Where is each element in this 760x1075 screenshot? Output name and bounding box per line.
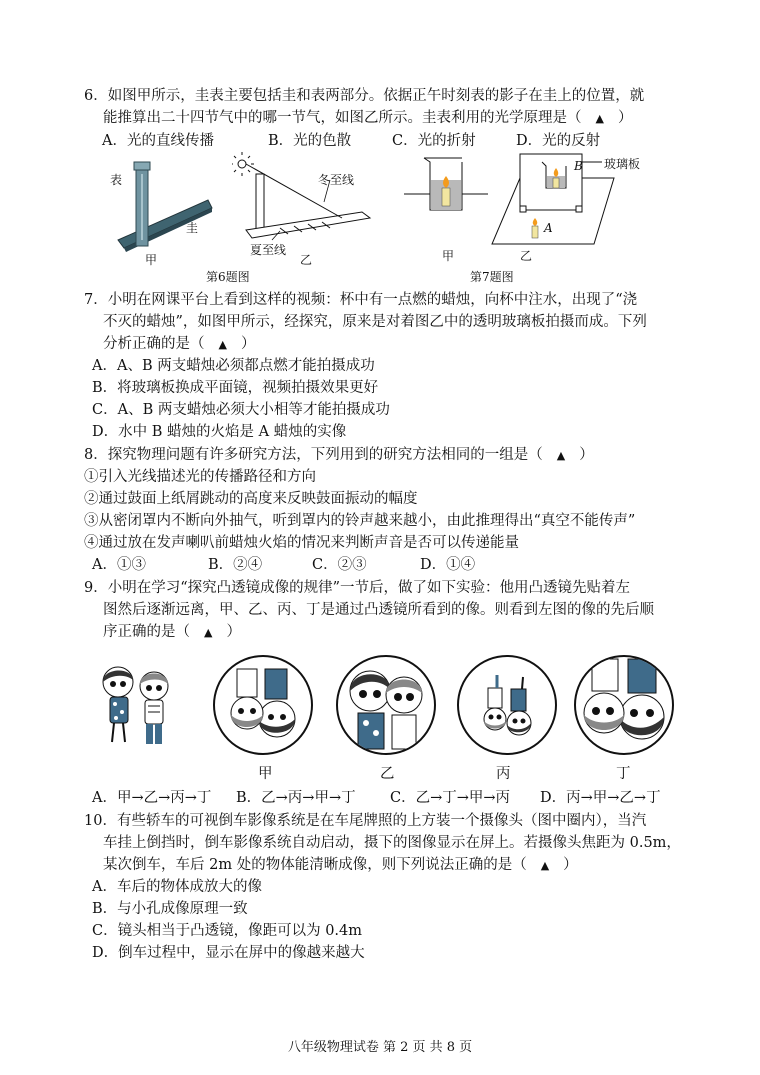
q6-option-a: A．光的直线传播 [102,133,214,149]
q10-option-c: C．镜头相当于凸透镜，像距可以为 0.4m [92,923,363,939]
q8-option-d: D．①④ [420,557,476,573]
q8-line-1-text: 8．探究物理问题有许多研究方法，下列用到的研究方法相同的一组是（ [84,447,543,463]
fig6-label-gui: 圭 [186,221,199,235]
q9-close: ） [226,624,241,640]
q9-label-yi: 乙 [380,766,395,782]
q7-line-2: 不灭的蜡烛”，如图甲所示，经探究，原来是对着图乙中的透明玻璃板拍摄而成。下列 [103,314,647,330]
answer-triangle: ▲ [204,626,213,639]
q9-image-circle-yi [336,655,436,755]
q7-close: ） [240,336,256,352]
q9-option-b: B．乙→丙→甲→丁 [236,790,356,806]
answer-triangle: ▲ [595,112,604,125]
q10-line-1: 10．有些轿车的可视倒车影像系统是在车尾牌照的上方装一个摄像头（图中圈内），当汽 [84,813,647,829]
q6-option-b: B．光的色散 [268,133,352,149]
q10-option-d: D．倒车过程中，显示在屏中的像越来越大 [92,945,365,961]
fig6-label-dongzhi: 冬至线 [318,173,355,187]
q8-item-1: ①引入光线描述光的传播路径和方向 [84,469,316,485]
q7-line-3-text: 分析正确的是（ [103,336,205,352]
q6-line-2 [103,108,632,129]
q7-line-3 [103,334,255,355]
fig7-glass-plate-diagram [490,150,620,250]
fig6-label-biao: 表 [110,173,123,187]
q7-option-b: B．将玻璃板换成平面镜，视频拍摄效果更好 [92,380,379,396]
q8-item-2: ②通过鼓面上纸屑跳动的高度来反映鼓面振动的幅度 [84,491,418,507]
answer-triangle: ▲ [218,338,227,351]
fig7-label-yi: 乙 [520,249,533,263]
q10-option-b: B．与小孔成像原理一致 [92,901,248,917]
fig7-caption: 第7题图 [470,270,514,284]
q8-item-4: ④通过放在发声喇叭前蜡烛火焰的情况来判断声音是否可以传递能量 [84,535,519,551]
q9-option-c: C．乙→丁→甲→丙 [390,790,511,806]
q8-option-c: C．②③ [312,557,367,573]
q7-line-1: 7．小明在网课平台上看到这样的视频：杯中有一点燃的蜡烛，向杯中注水，出现了“浇 [84,292,638,308]
q7-option-a: A．A、B 两支蜡烛必须都点燃才能拍摄成功 [92,358,375,374]
fig6-solstice-diagram [232,152,382,247]
q10-line-2: 车挂上倒挡时，倒车影像系统自动启动，摄下的图像显示在屏上。若摄像头焦距为 0.5m， [103,835,681,851]
q9-label-ding: 丁 [616,766,631,782]
q6-line-2-text: 能推算出二十四节气中的哪一节气，如图乙所示。圭表利用的光学原理是（ [103,110,582,126]
q8-option-b: B．②④ [208,557,263,573]
q9-line-3-text: 序正确的是（ [103,624,190,640]
q10-line-3-text: 某次倒车，车后 2m 处的物体能清晰成像，则下列说法正确的是（ [103,857,527,873]
q7-option-c: C．A、B 两支蜡烛必须大小相等才能拍摄成功 [92,402,390,418]
fig7-cup-candle-image [404,152,488,222]
q8-line-1 [84,445,594,466]
q9-label-bing: 丙 [496,766,511,782]
fig6-caption: 第6题图 [206,270,250,284]
q9-line-2: 图然后逐渐远离，甲、乙、丙、丁是通过凸透镜所看到的像。则看到左图的像的先后顺 [103,602,654,618]
q9-image-ding [576,657,672,753]
fig7-label-jia: 甲 [442,249,455,263]
q8-item-3: ③从密闭罩内不断向外抽气，听到罩内的铃声越来越小，由此推理得出“真空不能传声” [84,513,636,529]
q9-image-circle-ding [574,655,674,755]
q9-image-yi [338,657,434,753]
q8-option-a: A．①③ [92,557,146,573]
q9-label-jia: 甲 [258,766,273,782]
fig6-label-yi: 乙 [300,253,313,267]
q8-close: ） [579,447,594,463]
fig6-label-jia: 甲 [145,253,158,267]
fig7-label-b: B [574,159,583,173]
q9-image-jia [215,657,311,753]
q6-option-d: D．光的反射 [516,133,601,149]
q9-line-1: 9．小明在学习“探究凸透镜成像的规律”一节后，做了如下实验：他用凸透镜先贴着左 [84,580,631,596]
q10-line-3 [103,855,578,876]
q9-image-bing [459,657,555,753]
q9-original-cartoon [88,660,188,750]
q9-image-circle-jia [213,655,313,755]
fig6-label-xiazhi: 夏至线 [250,243,287,257]
q10-option-a: A．车后的物体成放大的像 [92,879,262,895]
q7-option-d: D．水中 B 蜡烛的火焰是 A 蜡烛的实像 [92,424,347,440]
page-footer: 八年级物理试卷 第 2 页 共 8 页 [287,1040,473,1055]
q6-close: ） [617,110,633,126]
q6-option-c: C．光的折射 [392,133,476,149]
q9-line-3 [103,622,241,643]
q9-option-d: D．丙→甲→乙→丁 [540,790,661,806]
fig7-label-a: A [544,221,553,235]
q9-image-circle-bing [457,655,557,755]
answer-triangle: ▲ [540,859,550,872]
answer-triangle: ▲ [556,449,566,462]
q6-line-1: 6．如图甲所示，圭表主要包括圭和表两部分。依据正午时刻表的影子在圭上的位置，就 [84,88,645,104]
q9-option-a: A．甲→乙→丙→丁 [92,790,212,806]
fig7-label-glass: 玻璃板 [604,157,641,171]
fig6-guibiao-image [108,152,214,262]
q10-close: ） [563,857,578,873]
